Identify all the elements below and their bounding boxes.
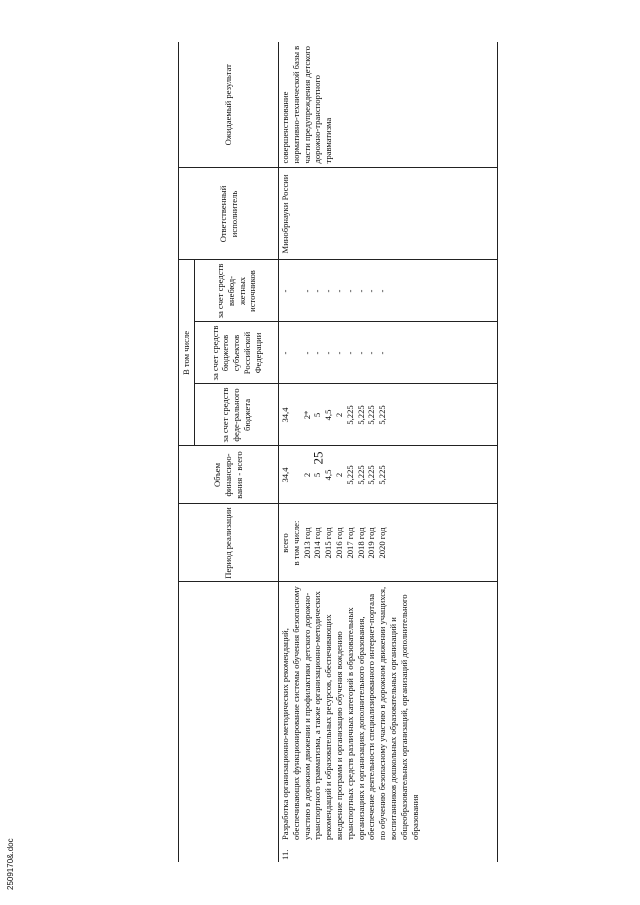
extra-cell: - — [280, 289, 290, 293]
row-volume — [279, 446, 498, 504]
federal-cell: 2* — [301, 410, 312, 420]
volume-cell: 5,225 — [366, 465, 377, 485]
extra-cell: - — [355, 289, 366, 293]
volume-cell: 5,225 — [377, 465, 388, 485]
federal-cell — [291, 387, 302, 444]
rotated-table-sheet — [178, 42, 498, 862]
header-regional: за счет средств бюджетов субъектов Российской Федерации — [195, 322, 279, 384]
federal-cell: 2 — [333, 412, 344, 418]
page-number: 25 — [310, 451, 326, 465]
header-period: Период реализации — [179, 504, 279, 582]
period-cell: 2018 год — [355, 527, 366, 559]
extra-cell: - — [344, 289, 355, 293]
regional-cell: - — [312, 351, 323, 355]
row-extra — [279, 260, 498, 322]
federal-cell: 5,225 — [344, 405, 355, 425]
extra-cell: - — [301, 289, 312, 293]
extra-cell: - — [366, 289, 377, 293]
row-regional — [279, 322, 498, 384]
regional-cell: - — [366, 351, 377, 355]
volume-cell: 4,5 — [323, 469, 334, 481]
extra-cell: - — [377, 289, 388, 293]
volume-cell: 5,225 — [355, 465, 366, 485]
header-responsible: Ответственный исполнитель — [179, 168, 279, 260]
volume-cell: 5,225 — [344, 465, 355, 485]
regional-cell: - — [377, 351, 388, 355]
regional-cell: - — [344, 351, 355, 355]
row-number: 11. — [279, 844, 498, 862]
volume-cell: 2 — [333, 472, 344, 478]
regional-cell — [291, 325, 302, 382]
financing-table — [178, 42, 498, 862]
row-result: совершенствование нормативно-технической базы в части предупреждения детского дорожно-транспортного травматизма — [279, 42, 498, 168]
regional-cell: - — [323, 351, 334, 355]
extra-cell: - — [333, 289, 344, 293]
period-cell: 2016 год — [333, 527, 344, 559]
regional-cell: - — [355, 351, 366, 355]
federal-cell: 4,5 — [323, 409, 334, 421]
period-cell: 2014 год — [312, 527, 323, 559]
row-activity: Разработка организационно-методических рекомендаций, обеспечивающих функционирование системы обучения безопасному участию в дорожном движении и профилактики детского дорожно-транспортного травматизма, а также организационно-методических рекомендаций и образовательных ресурсов, обеспечивающих внедрение программ и организацию обучения вождению транспортных средств различных категорий в образовательных организациях и организациях дополнительного образования, обеспечение деятельности специализированного интернет-портала по обучению безопасному участию в дорожном движении учащихся, воспитанников дошкольных образовательных организаций и общеобразовательных организаций, организаций дополнительного образования — [279, 582, 498, 844]
volume-cell: 2 — [301, 472, 312, 478]
period-cell: 2015 год — [323, 527, 334, 559]
row-periods — [279, 504, 498, 582]
header-in-total: В том числе — [179, 260, 195, 446]
header-number — [179, 844, 279, 862]
federal-cell: 5,225 — [355, 405, 366, 425]
extra-cell: - — [323, 289, 334, 293]
federal-cell: 5 — [312, 412, 323, 418]
header-federal: за счет средств феде-рального бюджета — [195, 384, 279, 446]
federal-cell: 5,225 — [366, 405, 377, 425]
volume-cell — [291, 449, 302, 502]
table-row — [279, 42, 498, 862]
period-cell: всего — [280, 533, 290, 553]
regional-cell: - — [280, 351, 290, 355]
extra-cell: - — [312, 289, 323, 293]
federal-cell: 5,225 — [377, 405, 388, 425]
period-cell: в том числе: — [290, 520, 301, 566]
header-volume: Объем финансиро-вания - всего — [179, 446, 279, 504]
row-responsible: Минобрнауки России — [279, 168, 498, 260]
period-cell: 2013 год — [301, 527, 312, 559]
federal-cell: 34,4 — [280, 407, 290, 423]
header-row-top — [179, 42, 195, 862]
footer-filename-text: 2509170&.doc — [6, 838, 15, 890]
period-cell: 2019 год — [366, 527, 377, 559]
header-activity — [179, 582, 279, 844]
volume-cell: 34,4 — [280, 467, 290, 483]
volume-cell: 5 — [312, 472, 323, 478]
header-result: Ожидаемый результат — [179, 42, 279, 168]
header-extra: за счет средств внебюд-жетных источников — [195, 260, 279, 322]
period-cell: 2017 год — [344, 527, 355, 559]
regional-cell: - — [301, 351, 312, 355]
regional-cell: - — [333, 351, 344, 355]
row-federal — [279, 384, 498, 446]
extra-cell — [291, 262, 302, 319]
period-cell: 2020 год — [377, 527, 388, 559]
